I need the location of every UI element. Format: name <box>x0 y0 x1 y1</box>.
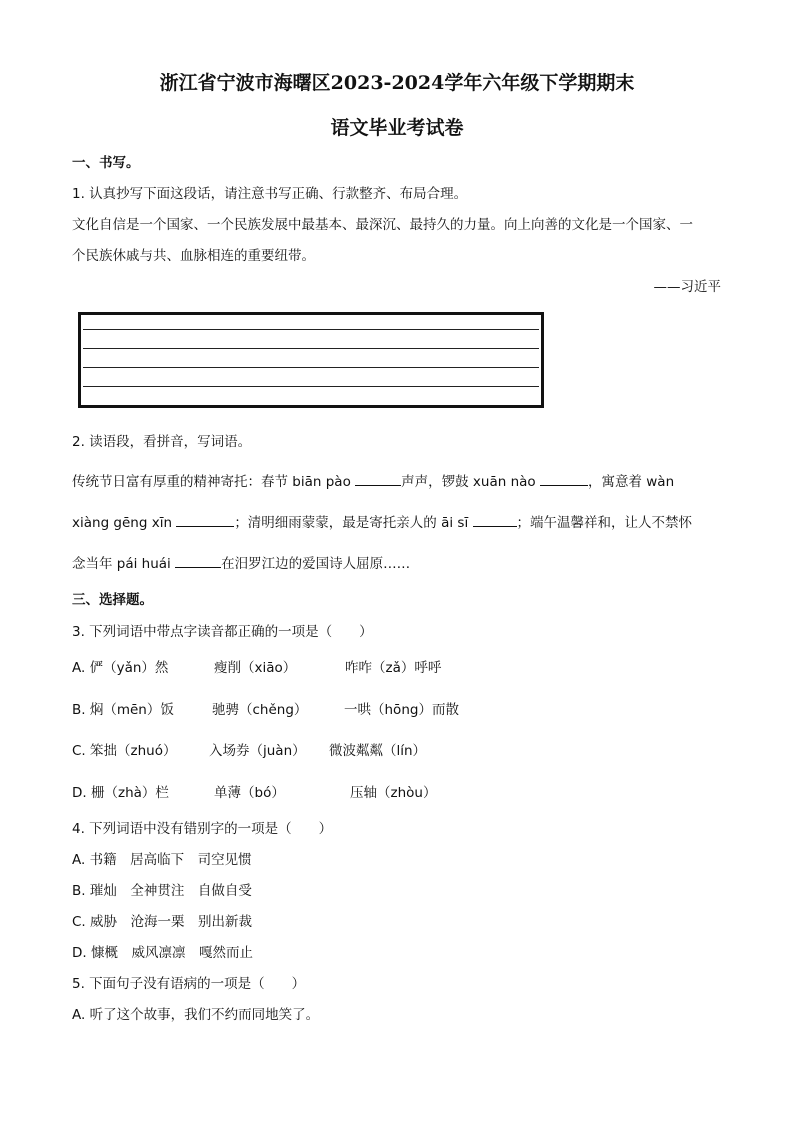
q2-prompt: 2. 读语段，看拼音，写词语。 <box>72 434 252 450</box>
q1-prompt: 1. 认真抄写下面这段话，请注意书写正确、行款整齐、布局合理。 <box>72 186 468 202</box>
q2-line-2-part-c: ；端午温馨祥和，让人不禁怀 <box>516 515 692 531</box>
answer-blank[interactable] <box>473 512 517 527</box>
q2-line-3 <box>72 552 410 572</box>
q3-option-a-word-3: 咋咋（zǎ）呼呼 <box>345 660 442 676</box>
q2-line-3-part-a: 念当年 pái huái <box>72 556 176 572</box>
q4-option-d[interactable]: D. 慷概 威风凛凛 嘎然而止 <box>72 945 253 961</box>
q3-option-d-word-1[interactable]: D. 栅（zhà）栏 <box>72 785 169 801</box>
answer-blank[interactable] <box>176 512 234 527</box>
q3-option-c-word-3: 微波粼粼（lín） <box>329 743 427 759</box>
writing-grid-box[interactable] <box>78 312 544 408</box>
q3-option-b-word-1[interactable]: B. 焖（mēn）饭 <box>72 702 174 718</box>
q5-prompt: 5. 下面句子没有语病的一项是（ ） <box>72 976 306 992</box>
title-line-1: 浙江省宁波市海曙区2023-2024学年六年级下学期期末 <box>159 72 635 94</box>
q3-option-c-word-2: 入场券（juàn） <box>209 743 306 759</box>
writing-rule <box>83 386 539 387</box>
writing-rule <box>83 348 539 349</box>
q3-option-d-word-2: 单薄（bó） <box>214 785 285 801</box>
q2-line-2-part-a: xiàng gēng xīn <box>72 515 177 531</box>
q3-option-a-word-2: 瘦削（xiāo） <box>214 660 297 676</box>
q2-line-1 <box>72 470 674 490</box>
q3-option-c-word-1[interactable]: C. 笨拙（zhuó） <box>72 743 177 759</box>
q3-option-b-word-2: 驰骋（chěng） <box>212 702 308 718</box>
q1-text-line-2: 个民族休戚与共、血脉相连的重要纽带。 <box>72 248 315 264</box>
title-line-2: 语文毕业考试卷 <box>330 117 464 139</box>
writing-rule <box>83 367 539 368</box>
answer-blank[interactable] <box>175 553 221 568</box>
q3-option-b-word-3: 一哄（hōng）而散 <box>344 702 459 718</box>
q2-line-2 <box>72 511 692 531</box>
q5-option-a[interactable]: A. 听了这个故事，我们不约而同地笑了。 <box>72 1007 320 1023</box>
q4-option-c[interactable]: C. 威胁 沧海一栗 别出新裁 <box>72 914 253 930</box>
q2-line-1-part-c: ，寓意着 wàn <box>587 474 675 490</box>
q2-line-1-part-b: 声声，锣鼓 xuān nào <box>401 474 540 490</box>
section-heading-choice: 三、选择题。 <box>72 592 153 608</box>
section-heading-writing: 一、书写。 <box>72 155 140 171</box>
answer-blank[interactable] <box>355 471 401 486</box>
q2-line-2-part-b: ；清明细雨蒙蒙，最是寄托亲人的 āi sī <box>234 515 473 531</box>
q1-text-line-1: 文化自信是一个国家、一个民族发展中最基本、最深沉、最持久的力量。向上向善的文化是一个国家、一 <box>72 217 693 233</box>
writing-rule <box>83 329 539 330</box>
q2-line-3-part-b: 在汨罗江边的爱国诗人屈原…… <box>221 556 411 572</box>
q4-option-b[interactable]: B. 璀灿 全神贯注 自做自受 <box>72 883 252 899</box>
answer-blank[interactable] <box>540 471 588 486</box>
q3-option-d-word-3: 压轴（zhòu） <box>350 785 437 801</box>
q1-author: ——习近平 <box>653 279 721 295</box>
q4-option-a[interactable]: A. 书籍 居高临下 司空见惯 <box>72 852 252 868</box>
q2-line-1-part-a: 传统节日富有厚重的精神寄托：春节 biān pào <box>72 474 356 490</box>
q3-option-a-word-1[interactable]: A. 俨（yǎn）然 <box>72 660 169 676</box>
q4-prompt: 4. 下列词语中没有错别字的一项是（ ） <box>72 821 333 837</box>
q3-prompt: 3. 下列词语中带点字读音都正确的一项是（ ） <box>72 624 373 640</box>
